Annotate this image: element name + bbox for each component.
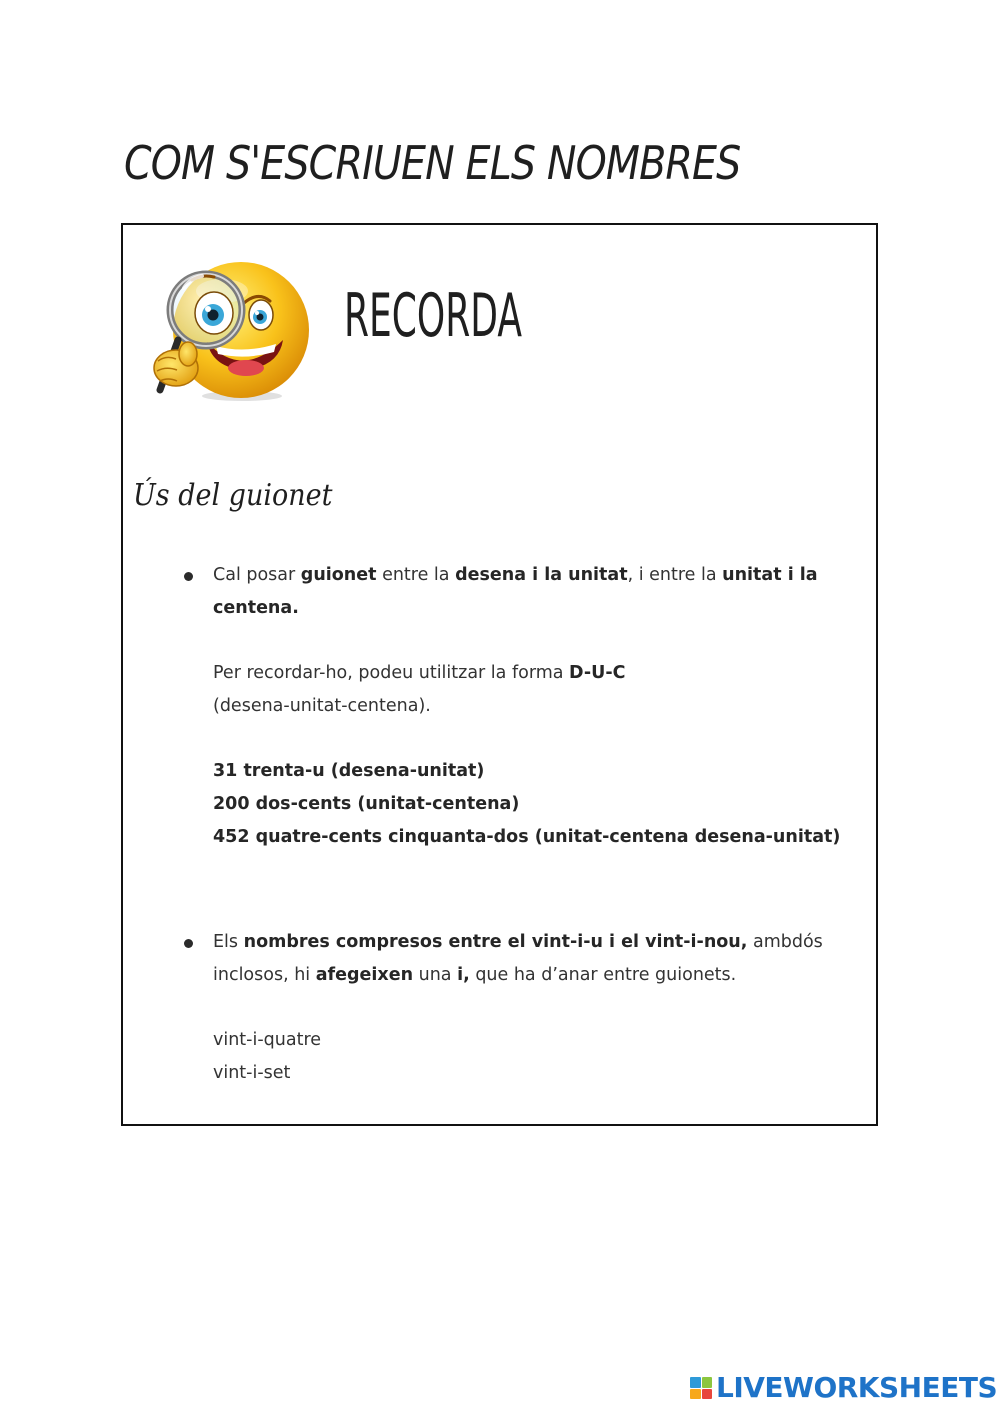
example-line: 200 dos-cents (unitat-centena)	[213, 794, 520, 814]
logo-text: LIVEWORKSHEETS	[716, 1371, 998, 1404]
example-line: vint-i-quatre	[213, 1030, 322, 1050]
mnemonic-tip: Per recordar-ho, podeu utilitzar la forma D-U-C (desena-unitat-centena).	[213, 663, 626, 716]
rule-1-text: Cal posar guionet entre la desena i la unitat, i entre la unitat i la centena.	[213, 565, 818, 618]
section-title: Ús del guionet	[133, 478, 333, 513]
magnifier-emoji-icon	[144, 258, 314, 403]
example-line: vint-i-set	[213, 1063, 291, 1083]
bullet-point	[184, 939, 193, 948]
bullet-point	[184, 572, 193, 581]
example-line: 452 quatre-cents cinquanta-dos (unitat-centena desena-unitat)	[213, 827, 841, 847]
logo-blocks-icon	[690, 1377, 712, 1399]
rule-2-text: Els nombres compresos entre el vint-i-u i el vint-i-nou, ambdós inclosos, hi afegeixen una i, que ha d’anar entre guionets.	[213, 932, 823, 985]
recorda-heading: RECORDA	[344, 281, 522, 351]
page-title: COM S'ESCRIUEN ELS NOMBRES	[124, 136, 741, 190]
liveworksheets-logo	[690, 1372, 997, 1404]
example-line: 31 trenta-u (desena-unitat)	[213, 761, 485, 781]
